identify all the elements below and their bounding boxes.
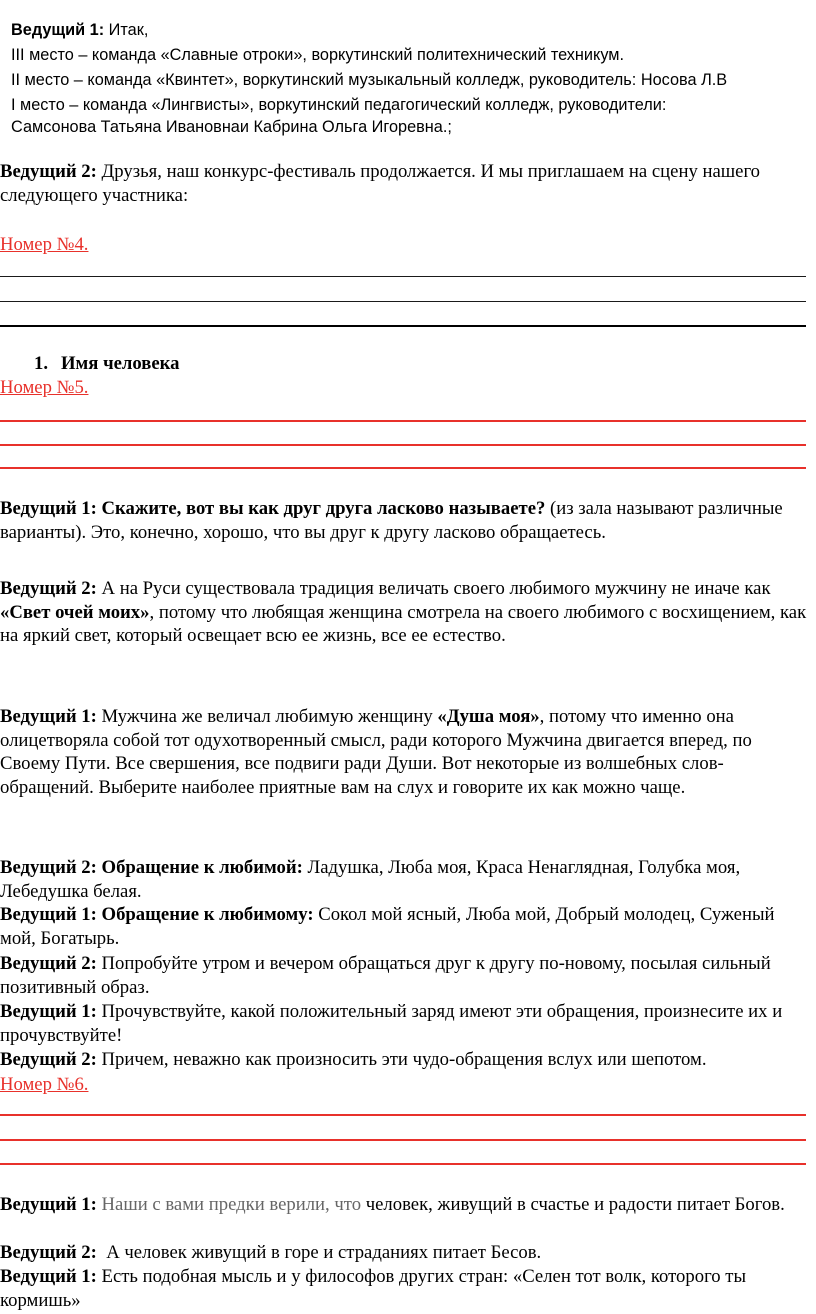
list-number: 1. (34, 353, 49, 374)
speaker-label: Ведущий 1: (0, 1266, 97, 1287)
act-number-4: Номер №4. (0, 234, 89, 255)
blank-line (0, 1163, 806, 1165)
paragraph-host1-ancestors: Ведущий 1: Наши с вами предки верили, что человек, живущий в счастье и радости питает Богов. (0, 1194, 785, 1215)
blank-line (0, 301, 806, 302)
act-number-6: Номер №6. (0, 1074, 89, 1095)
speaker-label: Ведущий 2: (0, 578, 97, 599)
speaker-label: Ведущий 2: (0, 161, 97, 182)
speaker-label: Ведущий 2: Обращение к любимой: (0, 857, 303, 878)
paragraph-host1-soul: Ведущий 1: Мужчина же величал любимую женщину «Душа моя», потому что именно она олицетворяла собой тот одухотворенный смысл, ради которого Мужчина двигается вперед, по Своему Пути. Все свершения, все подвиги ради Души. Вот некоторые из волшебных слов-обращений. Выберите наиболее приятные вам на слух и говорите их как можно чаще. (0, 706, 752, 798)
speaker-label: Ведущий 1: (11, 21, 105, 39)
paragraph-host1-address-him: Ведущий 1: Обращение к любимому: Сокол мой ясный, Люба мой, Добрый молодец, Суженый мой, Богатырь. (0, 904, 775, 949)
speaker-label: Ведущий 2: (0, 1242, 97, 1263)
blank-line (0, 1114, 806, 1116)
paragraph-host2-try: Ведущий 2: Попробуйте утром и вечером обращаться друг к другу по-новому, посылая сильный позитивный образ. (0, 953, 771, 998)
speaker-label: Ведущий 1: (0, 706, 97, 727)
paragraph-host2-whisper: Ведущий 2: Причем, неважно как произносить эти чудо-обращения вслух или шепотом. (0, 1049, 707, 1070)
act-number-5: Номер №5. (0, 377, 89, 398)
results-third-place: III место – команда «Славные отроки», воркутинский политехнический техникум. (11, 46, 625, 64)
paragraph-host1-wolf: Ведущий 1: Есть подобная мысль и у философов других стран: «Селен тот волк, которого ты кормишь» (0, 1266, 747, 1311)
blank-line (0, 444, 806, 446)
paragraph-host1-question: Ведущий 1: Скажите, вот вы как друг друга ласково называете? (из зала называют различные варианты). Это, конечно, хорошо, что вы друг к другу ласково обращаетесь. (0, 498, 783, 543)
list-item-name (34, 352, 734, 376)
results-second-place: II место – команда «Квинтет», воркутинский музыкальный колледж, руководитель: Носова Л.В (11, 71, 728, 89)
speaker-label: Ведущий 1: (0, 1194, 97, 1215)
speaker-label: Ведущий 2: (0, 1049, 97, 1070)
paragraph-host2-tradition: Ведущий 2: А на Руси существовала традиция величать своего любимого мужчину не иначе как «Свет очей моих», потому что любящая женщина смотрела на своего любимого с восхищением, как на яркий свет, который освещает всю ее жизнь, все ее естество. (0, 578, 807, 646)
paragraph-host2-invite: Ведущий 2: Друзья, наш конкурс-фестиваль продолжается. И мы приглашаем на сцену нашего следующего участника: (0, 161, 760, 206)
speaker-label: Ведущий 1: Скажите, вот вы как друг друга ласково называете? (0, 498, 546, 519)
results-first-place-cont: Самсонова Татьяна Ивановнаи Кабрина Ольга Игоревна.; (11, 118, 452, 136)
results-first-place: I место – команда «Лингвисты», воркутинский педагогический колледж, руководители: (11, 96, 667, 114)
blank-line (0, 420, 806, 422)
speaker-label: Ведущий 2: (0, 953, 97, 974)
speaker-label: Ведущий 1: (0, 1001, 97, 1022)
speaker-label: Ведущий 1: Обращение к любимому: (0, 904, 314, 925)
paragraph-host2-address-her: Ведущий 2: Обращение к любимой: Ладушка, Люба моя, Краса Ненаглядная, Голубка моя, Лебедушка белая. (0, 857, 741, 902)
blank-line (0, 276, 806, 277)
paragraph-host2-grief: Ведущий 2: А человек живущий в горе и страданиях питает Бесов. (0, 1242, 542, 1263)
blank-line (0, 325, 806, 327)
results-intro: Ведущий 1: Итак, (11, 21, 149, 39)
paragraph-host1-feel: Ведущий 1: Прочувствуйте, какой положительный заряд имеют эти обращения, произнесите их и прочувствуйте! (0, 1001, 783, 1046)
list-item-text: Имя человека (61, 353, 180, 374)
blank-line (0, 467, 806, 469)
blank-line (0, 1139, 806, 1141)
